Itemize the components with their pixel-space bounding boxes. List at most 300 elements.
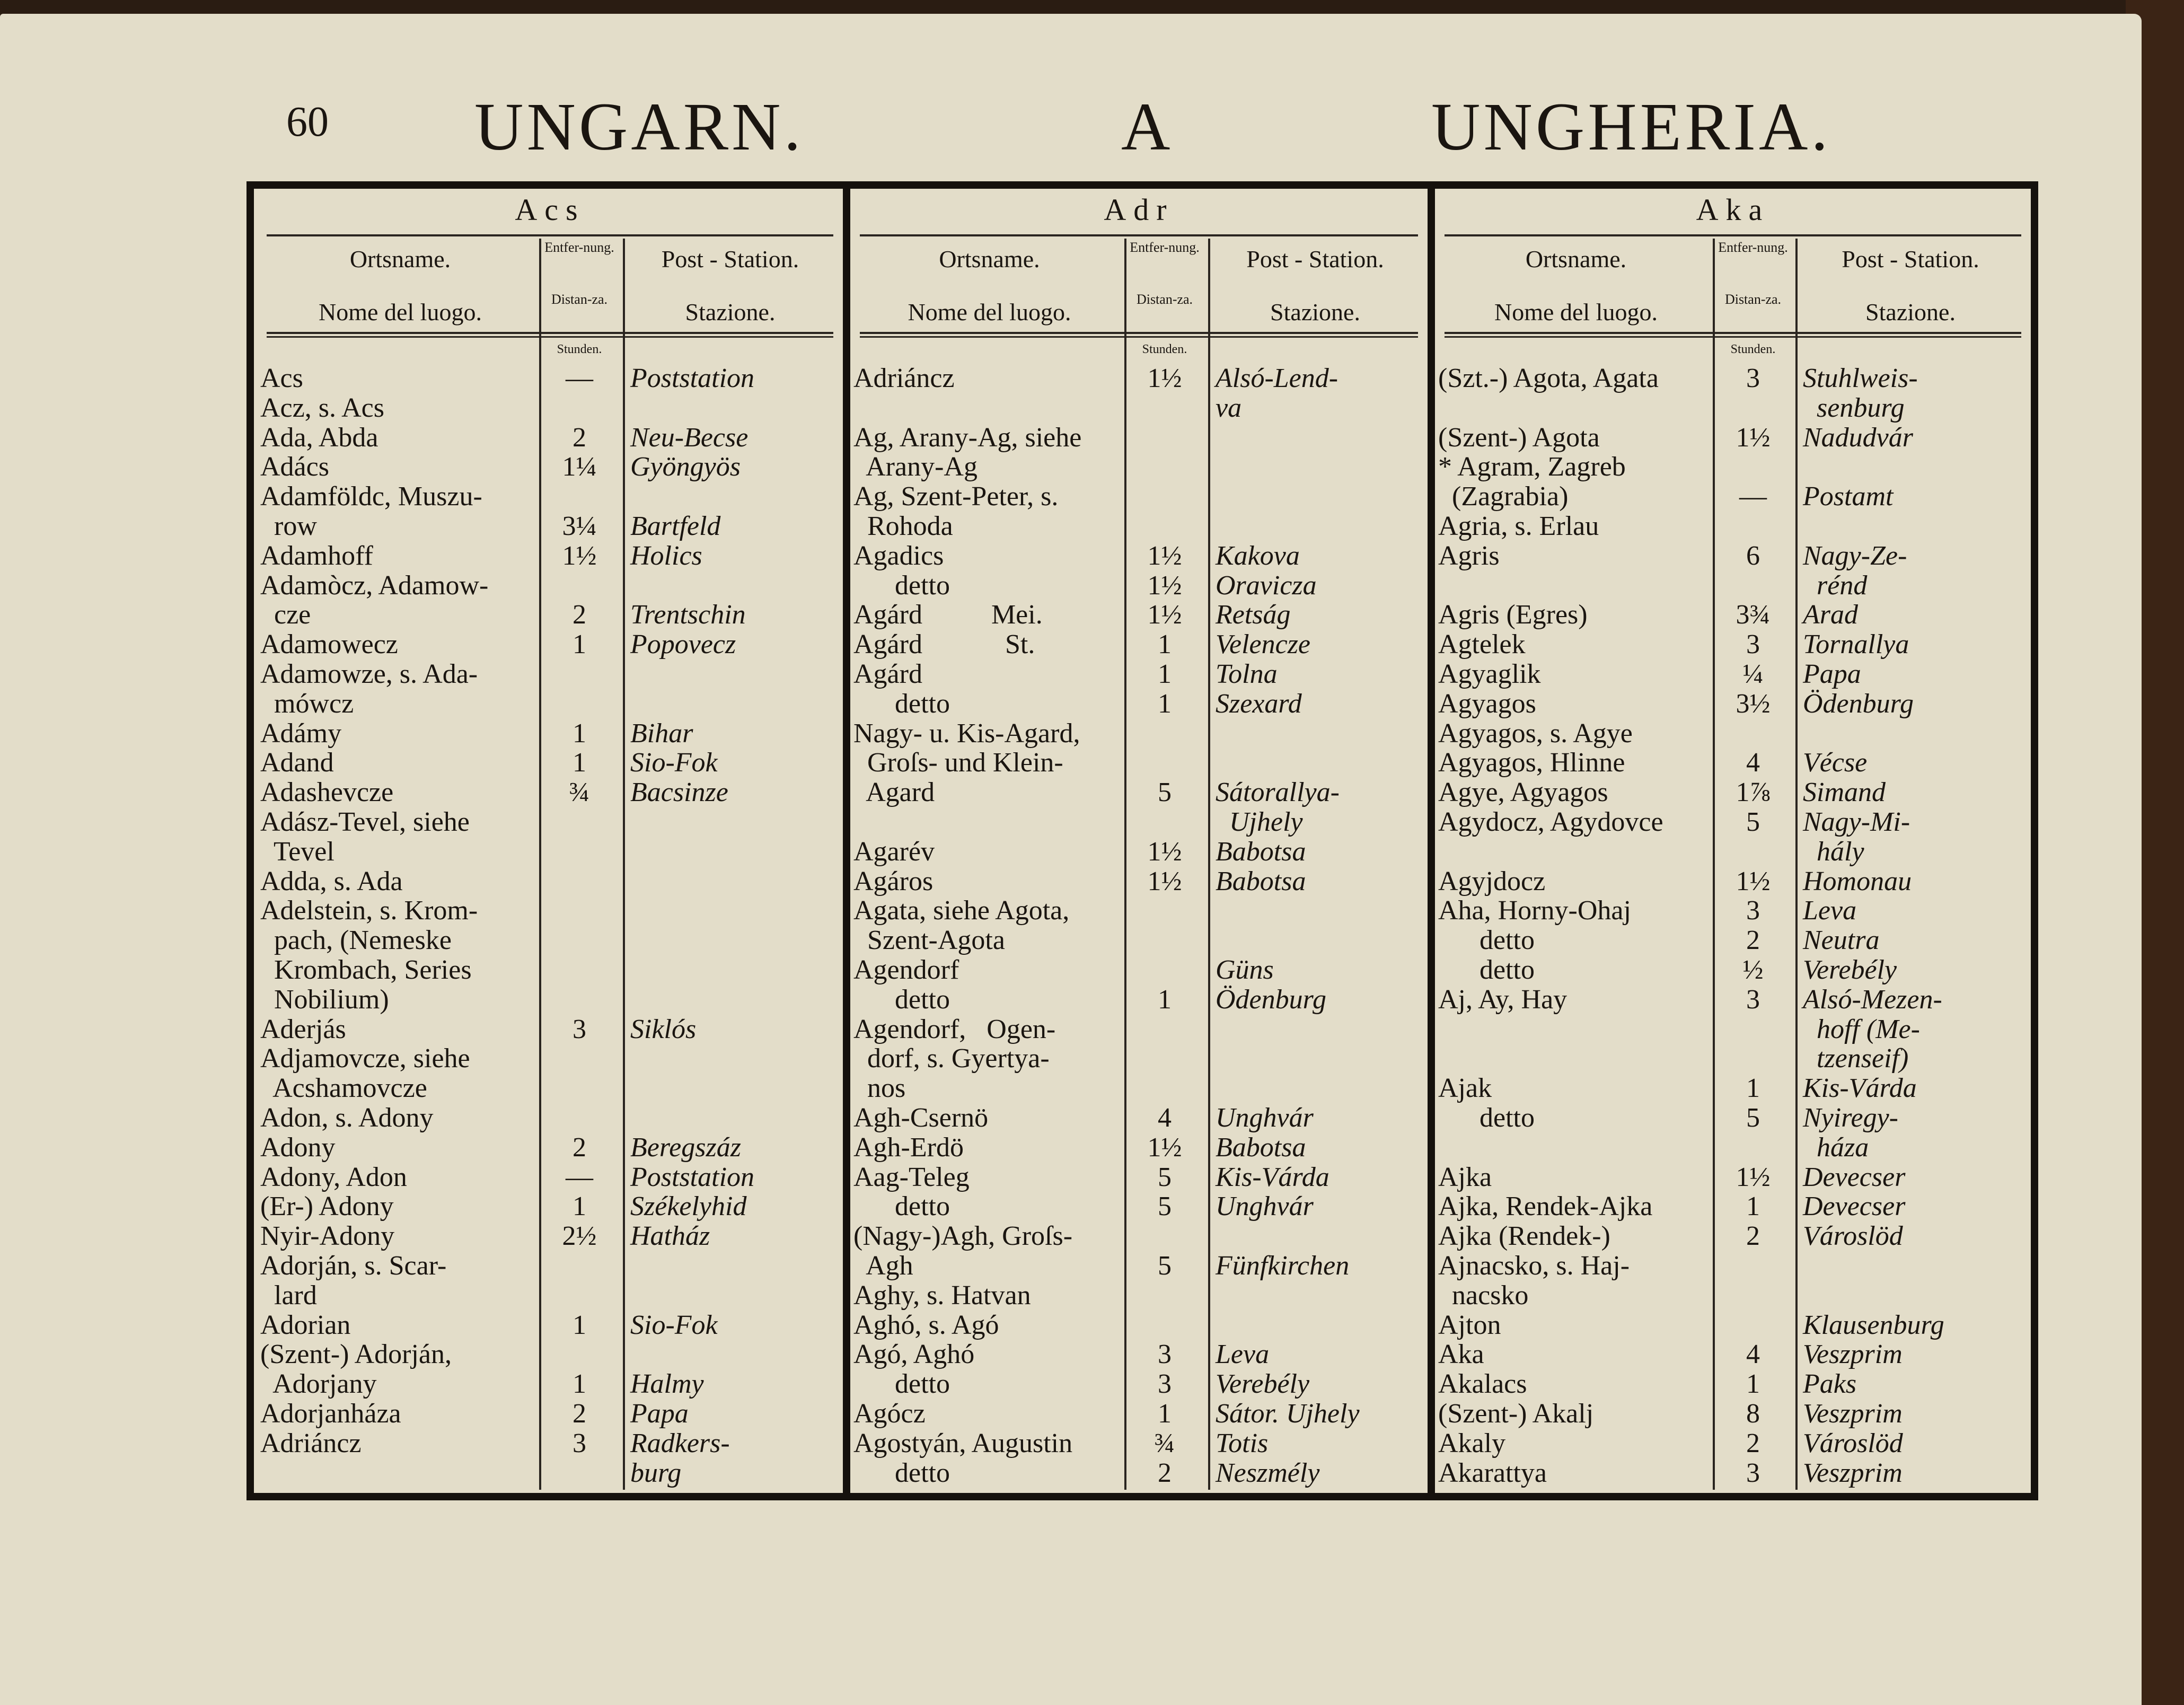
- table-row: [257, 600, 843, 630]
- table-row: [1435, 1458, 2031, 1488]
- table-row: [257, 364, 843, 393]
- place-name: (Szt.-) Agota, Agata: [1438, 363, 1659, 393]
- post-station: hoff (Me-: [1803, 1014, 1920, 1044]
- post-station: Veszprim: [1803, 1339, 1903, 1370]
- place-name: detto: [1438, 1103, 1535, 1133]
- table-row: [1435, 393, 2031, 423]
- place-name: Ajak: [1438, 1073, 1492, 1104]
- place-name: Agendorf: [853, 955, 959, 985]
- distance: 2: [1746, 925, 1760, 956]
- post-station: Babotsa: [1216, 836, 1306, 867]
- table-row: [257, 748, 843, 778]
- place-name: detto: [853, 1369, 950, 1400]
- post-station: Poststation: [630, 363, 755, 393]
- header-rule: [1445, 332, 2021, 334]
- table-row: [1435, 837, 2031, 867]
- table-row: [257, 1192, 843, 1221]
- place-name: Ada, Abda: [260, 422, 378, 453]
- distance: 1: [1746, 1073, 1760, 1104]
- place-name: Adorján, s. Scar-: [260, 1251, 447, 1281]
- table-row: [257, 571, 843, 601]
- distance: ¾: [569, 777, 590, 808]
- post-station: tzenseif): [1803, 1043, 1909, 1074]
- table-row: [1435, 867, 2031, 897]
- table-row: [1435, 1221, 2031, 1251]
- place-name: detto: [853, 570, 950, 601]
- post-station: Unghvár: [1216, 1191, 1314, 1222]
- table-row: [1435, 896, 2031, 926]
- place-name: Agáros: [853, 866, 934, 897]
- post-station: Veszprim: [1803, 1457, 1903, 1488]
- table-row: [1435, 512, 2031, 541]
- section-divider: [843, 184, 850, 1494]
- place-name: Adriáncz: [853, 363, 955, 393]
- table-row: [257, 1133, 843, 1163]
- distance: 4: [1746, 748, 1760, 778]
- table-row: [850, 955, 1428, 985]
- distance: 3¾: [1736, 600, 1771, 630]
- table-row: [257, 393, 843, 423]
- post-station: Bihar: [630, 718, 693, 749]
- place-name: Agris: [1438, 540, 1500, 571]
- table-row: [257, 1281, 843, 1311]
- table-row: [257, 926, 843, 955]
- table-row: [1435, 1311, 2031, 1340]
- place-name: detto: [853, 1457, 950, 1488]
- col-head-dist-de: Entfer-nung.: [1130, 240, 1200, 255]
- post-station: Nyiregy-: [1803, 1103, 1898, 1133]
- section-heading: Adr: [1104, 192, 1174, 227]
- table-row: [1435, 364, 2031, 393]
- table-row: [257, 1399, 843, 1429]
- place-name: (Szent-) Agota: [1438, 422, 1600, 453]
- table-row: [850, 719, 1428, 749]
- table-row: [257, 867, 843, 897]
- place-name: Adriáncz: [260, 1428, 362, 1458]
- distance: 1½: [1736, 1162, 1771, 1192]
- table-row: [850, 1458, 1428, 1488]
- table-row: [257, 423, 843, 453]
- heading-rule: [267, 234, 833, 236]
- distance: 1: [573, 748, 586, 778]
- table-row: [1435, 423, 2031, 453]
- place-name: Agh: [853, 1251, 913, 1281]
- distance: 1½: [1736, 422, 1771, 453]
- post-station: Tornallya: [1803, 629, 1909, 660]
- place-name: Acs: [260, 363, 303, 393]
- place-name: Arany-Ag: [853, 452, 977, 482]
- place-name: Agria, s. Erlau: [1438, 511, 1599, 541]
- table-row: [1435, 778, 2031, 807]
- table-row: [1435, 719, 2031, 749]
- table-row: [257, 778, 843, 807]
- place-name: Szent-Agota: [853, 925, 1005, 956]
- post-station: burg: [630, 1457, 682, 1488]
- post-station: Ödenburg: [1216, 984, 1326, 1015]
- distance: —: [566, 363, 593, 393]
- post-station: Gyöngyös: [630, 452, 741, 482]
- table-row: [257, 719, 843, 749]
- table-row: [257, 1311, 843, 1340]
- heading-rule: [1445, 234, 2021, 236]
- distance: 2: [1746, 1428, 1760, 1458]
- table-row: [257, 837, 843, 867]
- place-name: Tevel: [260, 836, 334, 867]
- table-row: [257, 541, 843, 571]
- post-station: Kis-Várda: [1803, 1073, 1917, 1104]
- place-name: Agárd Mei.: [853, 600, 1043, 630]
- table-row: [1435, 541, 2031, 571]
- col-head-name-it: Nome del luogo.: [319, 298, 482, 326]
- table-row: [257, 1015, 843, 1044]
- place-name: Adand: [260, 748, 334, 778]
- post-station: Popovecz: [630, 629, 736, 660]
- table-row: [257, 1340, 843, 1369]
- place-name: Agyagos, s. Agye: [1438, 718, 1633, 749]
- place-name: (Zagrabia): [1438, 481, 1569, 512]
- post-station: Papa: [1803, 659, 1861, 689]
- distance: 1½: [562, 540, 597, 571]
- table-row: [257, 1044, 843, 1074]
- post-station: hály: [1803, 836, 1864, 867]
- place-name: (Nagy-)Agh, Groſs-: [853, 1221, 1073, 1252]
- post-station: Velencze: [1216, 629, 1311, 660]
- table-row: [257, 1458, 843, 1488]
- running-title-letter: A: [1121, 89, 1174, 164]
- place-name: Agárd St.: [853, 629, 1035, 660]
- place-name: Ajka: [1438, 1162, 1492, 1192]
- distance: 1: [573, 718, 586, 749]
- place-name: Aghy, s. Hatvan: [853, 1280, 1031, 1311]
- post-station: Sio-Fok: [630, 748, 718, 778]
- post-station: Városlöd: [1803, 1428, 1903, 1458]
- table-row: [850, 600, 1428, 630]
- post-station: Veszprim: [1803, 1399, 1903, 1429]
- place-name: dorf, s. Gyertya-: [853, 1043, 1050, 1074]
- col-head-dist-it: Distan-za.: [1724, 292, 1782, 307]
- table-row: [1435, 926, 2031, 955]
- place-name: Adelstein, s. Krom-: [260, 895, 478, 926]
- distance: 3¼: [562, 511, 597, 541]
- distance: 2: [573, 422, 586, 453]
- table-row: [850, 837, 1428, 867]
- table-row: [1435, 660, 2031, 689]
- post-station: Szexard: [1216, 688, 1302, 719]
- table-row: [257, 1251, 843, 1281]
- distance: 5: [1158, 777, 1172, 808]
- distance: 3½: [1736, 688, 1771, 719]
- place-name: Agris (Egres): [1438, 600, 1588, 630]
- place-name: Aderjás: [260, 1014, 346, 1044]
- place-name: nacsko: [1438, 1280, 1529, 1311]
- post-station: Unghvár: [1216, 1103, 1314, 1133]
- post-station: Poststation: [630, 1162, 755, 1192]
- table-row: [850, 926, 1428, 955]
- post-station: Klausenburg: [1803, 1309, 1944, 1340]
- header-rule: [267, 332, 833, 334]
- distance: 1½: [1736, 866, 1771, 897]
- table-row: [850, 571, 1428, 601]
- post-station: va: [1216, 392, 1242, 423]
- header-rule: [1445, 336, 2021, 338]
- post-station: Simand: [1803, 777, 1886, 808]
- place-name: Adony: [260, 1132, 336, 1163]
- post-station: Nagy-Ze-: [1803, 540, 1907, 571]
- table-row: [850, 1429, 1428, 1458]
- post-station: Leva: [1803, 895, 1857, 926]
- section-2: [1435, 189, 2031, 1493]
- distance: 8: [1746, 1399, 1760, 1429]
- place-name: detto: [1438, 955, 1535, 985]
- table-row: [1435, 1074, 2031, 1103]
- distance: 3: [1746, 1457, 1760, 1488]
- place-name: Adámy: [260, 718, 342, 749]
- distance: 1½: [1147, 363, 1182, 393]
- place-name: Rohoda: [853, 511, 953, 541]
- col-head-dist-de: Entfer-nung.: [1718, 240, 1788, 255]
- table-row: [850, 985, 1428, 1015]
- place-name: Adamföldc, Muszu-: [260, 481, 482, 512]
- post-station: Hatház: [630, 1221, 710, 1252]
- distance: 2: [573, 1132, 586, 1163]
- distance: 2: [573, 1399, 586, 1429]
- place-name: Adorjanháza: [260, 1399, 401, 1429]
- table-row: [1435, 1192, 2031, 1221]
- place-name: Agó, Aghó: [853, 1339, 975, 1370]
- place-name: Adász-Tevel, siehe: [260, 807, 470, 837]
- distance: 3: [1746, 629, 1760, 660]
- distance: 1: [1746, 1369, 1760, 1400]
- place-name: Agyagos, Hlinne: [1438, 748, 1625, 778]
- table-row: [1435, 1281, 2031, 1311]
- table-row: [850, 364, 1428, 393]
- col-head-station-it: Stazione.: [685, 298, 776, 326]
- col-head-name-it: Nome del luogo.: [908, 298, 1071, 326]
- place-name: Groſs- und Klein-: [853, 748, 1063, 778]
- post-station: Babotsa: [1216, 1132, 1306, 1163]
- post-station: Alsó-Lend-: [1216, 363, 1338, 393]
- table-row: [1435, 1399, 2031, 1429]
- place-name: cze: [260, 600, 311, 630]
- post-station: Nadudvár: [1803, 422, 1913, 453]
- table-row: [257, 896, 843, 926]
- place-name: Ajka, Rendek-Ajka: [1438, 1191, 1653, 1222]
- distance: 1: [1158, 688, 1172, 719]
- place-name: Acshamovcze: [260, 1073, 427, 1104]
- table-row: [850, 393, 1428, 423]
- place-name: Aha, Horny-Ohaj: [1438, 895, 1631, 926]
- table-row: [1435, 600, 2031, 630]
- place-name: Adorian: [260, 1309, 351, 1340]
- place-name: Akaly: [1438, 1428, 1506, 1458]
- unit-label: Stunden.: [1730, 342, 1776, 356]
- table-row: [257, 1074, 843, 1103]
- col-head-station-it: Stazione.: [1865, 298, 1956, 326]
- place-name: (Er-) Adony: [260, 1191, 394, 1222]
- post-station: Neu-Becse: [630, 422, 748, 453]
- place-name: Nobilium): [260, 984, 389, 1015]
- distance: 1: [1158, 1399, 1172, 1429]
- place-name: Agendorf, Ogen-: [853, 1014, 1056, 1044]
- col-head-station-it: Stazione.: [1270, 298, 1360, 326]
- distance: 4: [1158, 1103, 1172, 1133]
- distance: 5: [1158, 1191, 1172, 1222]
- post-station: Sátorallya-: [1216, 777, 1340, 808]
- distance: 5: [1158, 1162, 1172, 1192]
- col-head-station-de: Post - Station.: [1842, 245, 1979, 273]
- heading-rule: [860, 234, 1418, 236]
- place-name: Agárd: [853, 659, 922, 689]
- table-row: [257, 452, 843, 482]
- place-name: Ag, Szent-Peter, s.: [853, 481, 1059, 512]
- post-station: Neszmély: [1216, 1457, 1320, 1488]
- distance: 2: [1158, 1457, 1172, 1488]
- table-row: [850, 1044, 1428, 1074]
- table-row: [850, 423, 1428, 453]
- place-name: Akalacs: [1438, 1369, 1527, 1400]
- table-row: [850, 1192, 1428, 1221]
- distance: 1: [1158, 629, 1172, 660]
- post-station: Bacsinze: [630, 777, 728, 808]
- post-station: Postamt: [1803, 481, 1894, 512]
- distance: —: [1739, 481, 1767, 512]
- table-row: [257, 1163, 843, 1192]
- distance: 4: [1746, 1339, 1760, 1370]
- place-name: Agard: [853, 777, 935, 808]
- table-row: [850, 867, 1428, 897]
- post-station: Trentschin: [630, 600, 746, 630]
- distance: —: [566, 1162, 593, 1192]
- place-name: Ajton: [1438, 1309, 1501, 1340]
- place-name: Agadics: [853, 540, 944, 571]
- table-row: [850, 452, 1428, 482]
- post-station: Devecser: [1803, 1162, 1906, 1192]
- distance: 6: [1746, 540, 1760, 571]
- place-name: Akarattya: [1438, 1457, 1547, 1488]
- table-row: [850, 1163, 1428, 1192]
- section-0: [257, 189, 843, 1493]
- distance: 1½: [1147, 540, 1182, 571]
- distance: ¼: [1742, 659, 1764, 689]
- table-row: [850, 748, 1428, 778]
- unit-label: Stunden.: [1142, 342, 1187, 356]
- table-row: [850, 1281, 1428, 1311]
- place-name: Adamowecz: [260, 629, 398, 660]
- table-row: [257, 807, 843, 837]
- post-station: Kis-Várda: [1216, 1162, 1329, 1192]
- post-station: senburg: [1803, 392, 1905, 423]
- distance: ¾: [1154, 1428, 1175, 1458]
- table-row: [850, 482, 1428, 512]
- place-name: detto: [853, 984, 950, 1015]
- table-row: [1435, 748, 2031, 778]
- distance: 5: [1158, 1251, 1172, 1281]
- distance: 1⅞: [1736, 777, 1771, 808]
- section-heading: Acs: [515, 192, 585, 227]
- col-head-station-de: Post - Station.: [1246, 245, 1384, 273]
- col-head-dist-it: Distan-za.: [551, 292, 608, 307]
- place-name: Agostyán, Augustin: [853, 1428, 1073, 1458]
- place-name: Ajnacsko, s. Haj-: [1438, 1251, 1630, 1281]
- post-station: Kakova: [1216, 540, 1300, 571]
- place-name: lard: [260, 1280, 317, 1311]
- place-name: Nyir-Adony: [260, 1221, 395, 1252]
- running-title-german: UNGARN.: [474, 89, 804, 164]
- table-row: [1435, 1429, 2031, 1458]
- distance: 1½: [1147, 866, 1182, 897]
- place-name: row: [260, 511, 317, 541]
- table-row: [1435, 1369, 2031, 1399]
- unit-label: Stunden.: [557, 342, 602, 356]
- distance: 1: [1158, 984, 1172, 1015]
- table-row: [1435, 955, 2031, 985]
- post-station: rénd: [1803, 570, 1868, 601]
- distance: 3: [1158, 1339, 1172, 1370]
- table-row: [850, 689, 1428, 719]
- table-row: [1435, 1251, 2031, 1281]
- table-row: [850, 778, 1428, 807]
- post-station: Sátor. Ujhely: [1216, 1399, 1360, 1429]
- table-row: [1435, 1163, 2031, 1192]
- table-row: [257, 1221, 843, 1251]
- place-name: Agydocz, Agydovce: [1438, 807, 1663, 837]
- place-name: (Szent-) Akalj: [1438, 1399, 1594, 1429]
- distance: 1¼: [562, 452, 597, 482]
- table-row: [850, 630, 1428, 660]
- place-name: Nagy- u. Kis-Agard,: [853, 718, 1080, 749]
- distance: 1: [573, 1309, 586, 1340]
- place-name: Adács: [260, 452, 329, 482]
- distance: 2: [573, 600, 586, 630]
- table-row: [850, 1103, 1428, 1133]
- place-name: Adorjany: [260, 1369, 377, 1400]
- table-row: [850, 1399, 1428, 1429]
- table-row: [257, 482, 843, 512]
- place-name: nos: [853, 1073, 906, 1104]
- table-row: [850, 660, 1428, 689]
- table-row: [257, 630, 843, 660]
- table-row: [1435, 1044, 2031, 1074]
- post-station: Verebély: [1803, 955, 1897, 985]
- place-name: Agócz: [853, 1399, 926, 1429]
- table-row: [257, 1103, 843, 1133]
- post-station: Totis: [1216, 1428, 1269, 1458]
- table-row: [850, 807, 1428, 837]
- distance: 2: [1746, 1221, 1760, 1252]
- post-station: Székelyhid: [630, 1191, 747, 1222]
- distance: 5: [1746, 1103, 1760, 1133]
- distance: 1: [573, 629, 586, 660]
- place-name: Adamhoff: [260, 540, 373, 571]
- post-station: Ödenburg: [1803, 688, 1914, 719]
- page-number: 60: [286, 99, 329, 145]
- place-name: Acz, s. Acs: [260, 392, 384, 423]
- place-name: Adjamovcze, siehe: [260, 1043, 470, 1074]
- table-row: [850, 1369, 1428, 1399]
- distance: 1½: [1147, 600, 1182, 630]
- place-name: Adamowze, s. Ada-: [260, 659, 478, 689]
- col-head-name-it: Nome del luogo.: [1494, 298, 1658, 326]
- place-name: Agata, siehe Agota,: [853, 895, 1070, 926]
- col-head-dist-it: Distan-za.: [1136, 292, 1193, 307]
- post-station: Radkers-: [630, 1428, 730, 1458]
- post-station: Halmy: [630, 1369, 704, 1400]
- table-row: [1435, 1015, 2031, 1044]
- header-rule: [267, 336, 833, 338]
- table-row: [1435, 689, 2031, 719]
- table-row: [257, 660, 843, 689]
- place-name: Adon, s. Adony: [260, 1103, 434, 1133]
